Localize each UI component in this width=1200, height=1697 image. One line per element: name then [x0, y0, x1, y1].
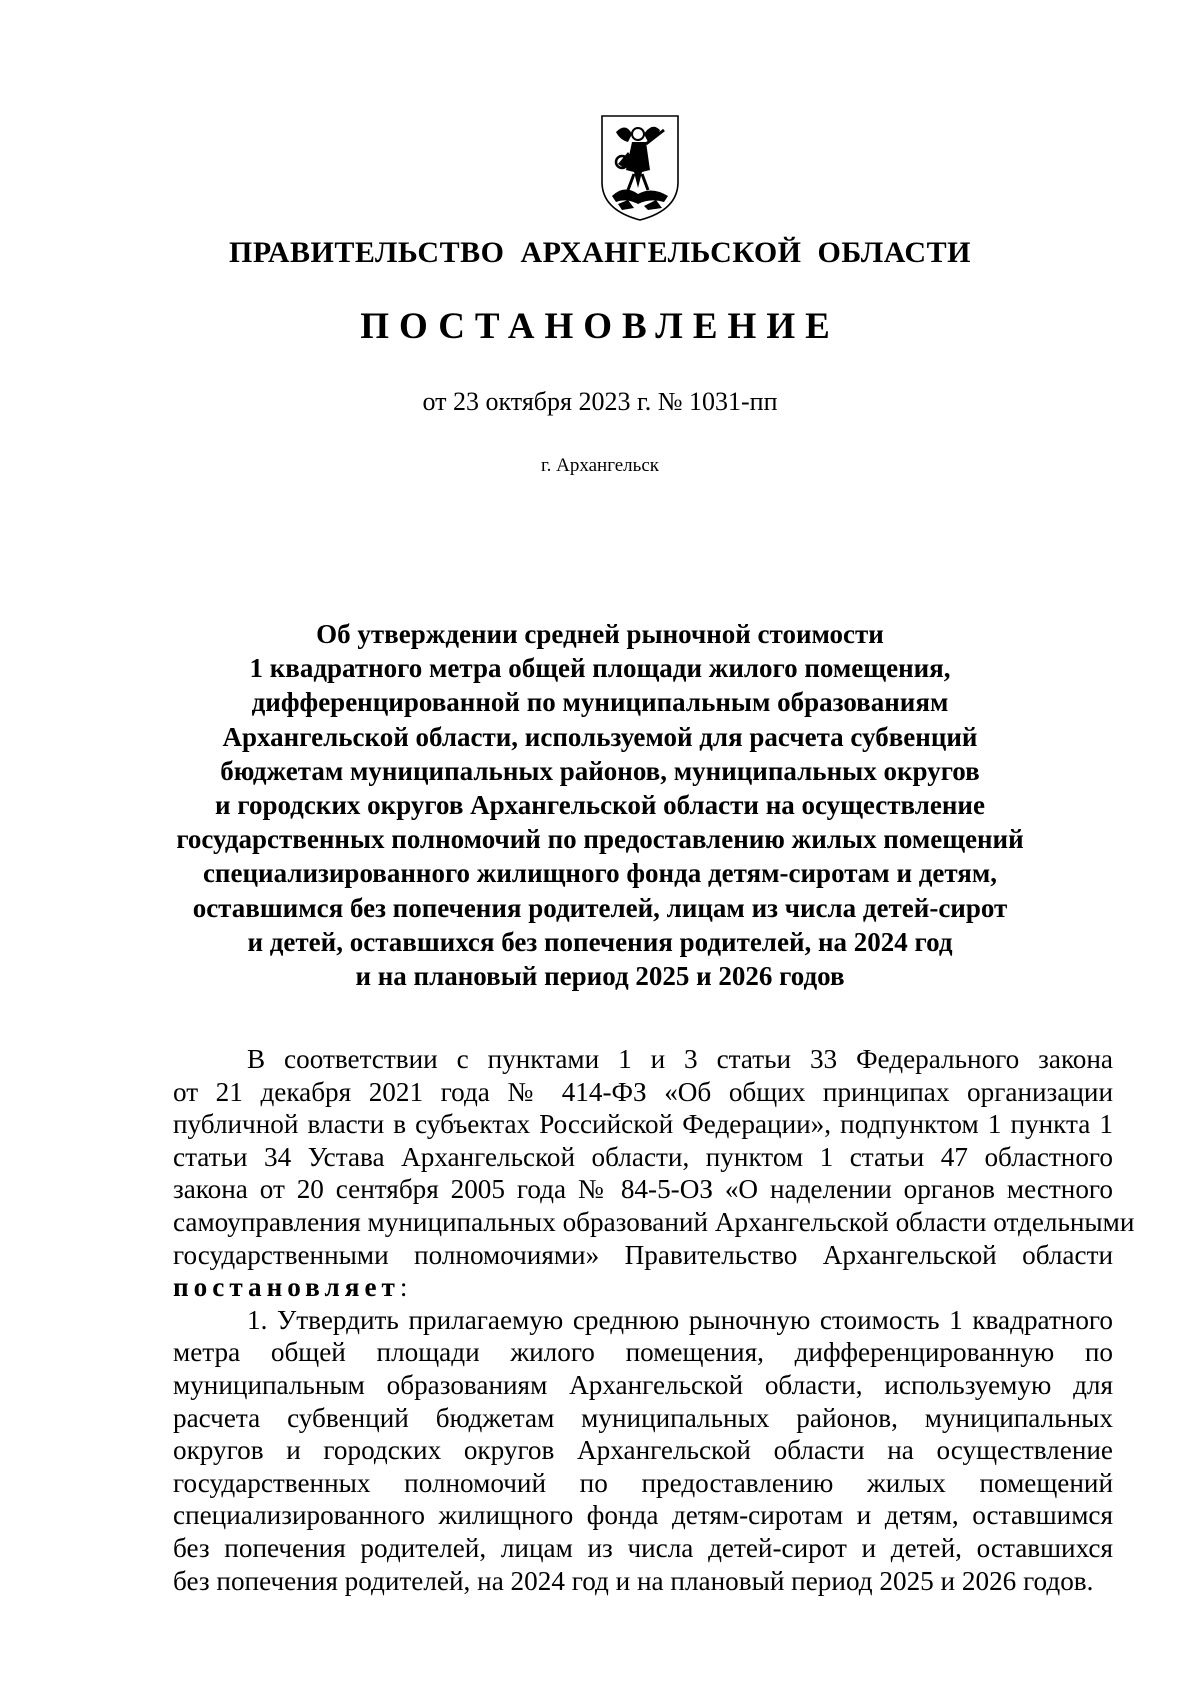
item-1-line: государственных полномочий по предоставлению жилых помещений	[173, 1467, 1113, 1498]
subject-line: Об утверждении средней рыночной стоимости	[316, 619, 884, 649]
organization-title: ПРАВИТЕЛЬСТВО АРХАНГЕЛЬСКОЙ ОБЛАСТИ	[229, 236, 971, 269]
item-1-line: метра общей площади жилого помещения, дифференцированную по	[173, 1337, 1113, 1368]
document-city: г. Архангельск	[540, 455, 659, 476]
item-1-line: округов и городских округов Архангельской области на осуществление	[173, 1435, 1113, 1466]
document-type-title: ПОСТАНОВЛЕНИЕ	[360, 306, 840, 347]
preamble-line: закона от 20 сентября 2005 года № 84-5-ОЗ «О наделении органов местного	[173, 1174, 1113, 1205]
subject-line: оставшимся без попечения родителей, лицам из числа детей-сирот	[192, 892, 1008, 923]
subject-line: специализированного жилищного фонда детям-сиротам и детям,	[202, 858, 998, 889]
preamble-line: публичной власти в субъектах Российской Федерации», подпунктом 1 пункта 1	[173, 1109, 1113, 1140]
subject-line: государственных полномочий по предоставлению жилых помещений	[176, 824, 1024, 855]
subject-line: и на плановый период 2025 и 2026 годов	[355, 961, 845, 992]
subject-line: дифференцированной по муниципальным образованиям	[251, 687, 949, 718]
resolves-word: постановляет	[173, 1272, 400, 1303]
preamble-paragraph	[173, 1043, 1135, 1304]
subject-line: 1 квадратного метра общей площади жилого помещения,	[249, 653, 951, 684]
document-subject	[170, 617, 1030, 993]
preamble-line: В соответствии с пунктами 1 и 3 статьи 33 Федерального закона	[247, 1044, 1113, 1074]
resolves-colon: :	[399, 1272, 408, 1303]
item-1-line: специализированного жилищного фонда детям-сиротам и детям, оставшимся	[173, 1500, 1113, 1531]
subject-line: и городских округов Архангельской области на осуществление	[215, 790, 985, 821]
item-1-line: 1. Утвердить прилагаемую среднюю рыночную стоимость 1 квадратного	[247, 1304, 1113, 1335]
item-1-paragraph	[173, 1304, 1113, 1597]
item-1-line: муниципальным образованиям Архангельской области, используемую для	[173, 1369, 1113, 1400]
subject-line: бюджетам муниципальных районов, муниципальных округов	[220, 755, 980, 786]
preamble-line: от 21 декабря 2021 года № 414-ФЗ «Об общих принципах организации	[173, 1076, 1113, 1107]
preamble-line: статьи 34 Устава Архангельской области, пунктом 1 статьи 47 областного	[173, 1141, 1113, 1172]
subject-line: и детей, оставшихся без попечения родителей, на 2024 год	[247, 926, 953, 957]
arkhangelsk-coat-of-arms-icon	[598, 112, 682, 224]
resolves-line	[173, 1271, 1113, 1304]
subject-line: Архангельской области, используемой для расчета субвенций	[222, 721, 978, 752]
item-1-line: без попечения родителей, лицам из числа детей-сирот и детей, оставшихся	[173, 1532, 1113, 1563]
item-1-line: расчета субвенций бюджетам муниципальных районов, муниципальных	[173, 1402, 1113, 1433]
preamble-line: самоуправления муниципальных образований Архангельской области отдельными	[173, 1206, 1135, 1237]
document-body	[173, 1043, 1135, 1597]
item-1-line: без попечения родителей, на 2024 год и на плановый период 2025 и 2026 годов.	[173, 1565, 1094, 1596]
preamble-line: государственными полномочиями» Правительство Архангельской области	[173, 1239, 1113, 1270]
document-date-number: от 23 октября 2023 г. № 1031-пп	[422, 387, 778, 416]
